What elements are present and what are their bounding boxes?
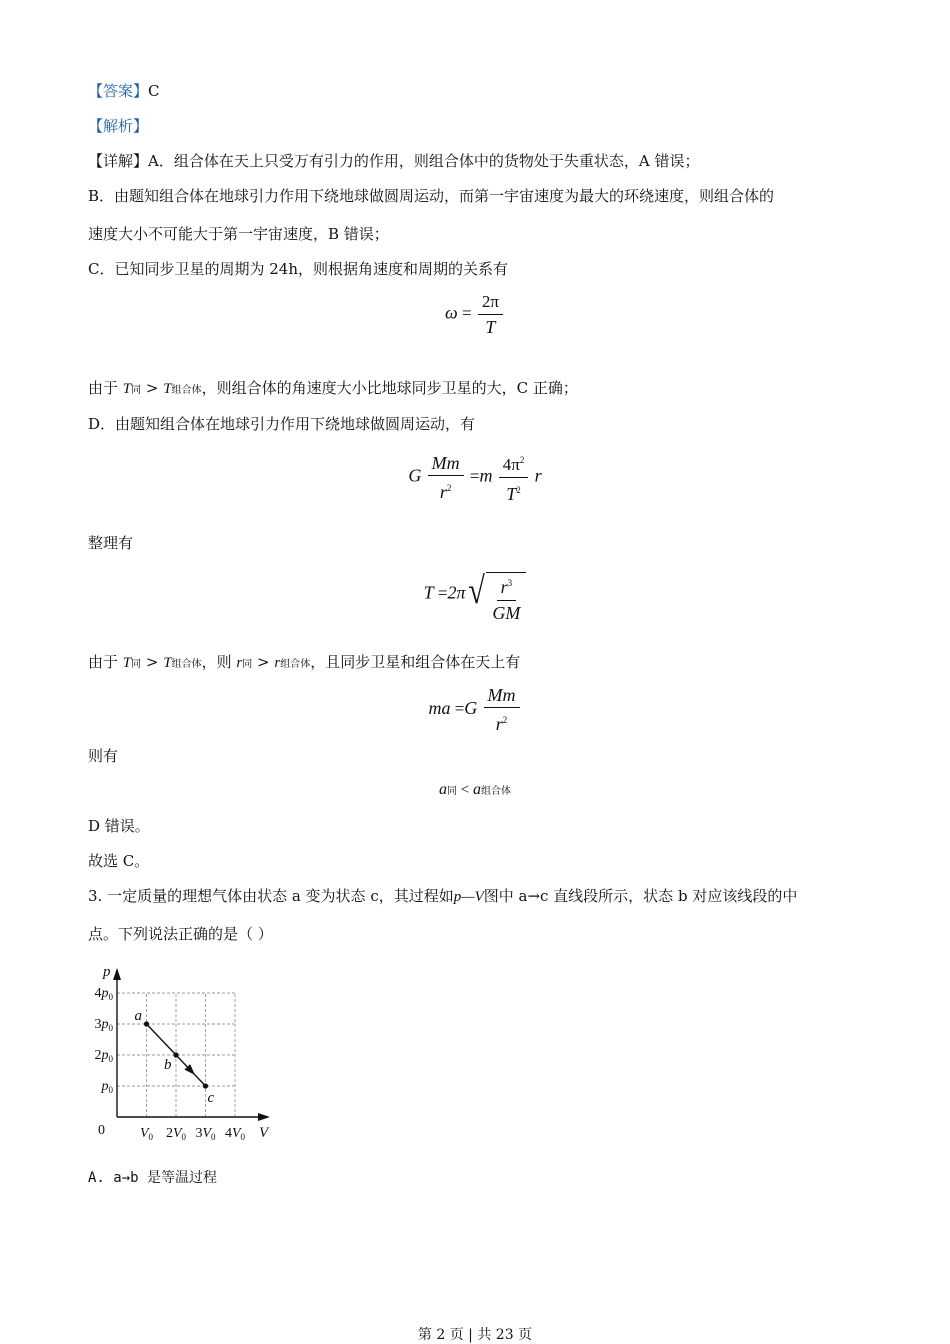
equals-sign: = [454, 698, 465, 718]
radical-icon: √ [467, 570, 485, 612]
ma: ma [428, 697, 451, 718]
answer-value: C [148, 82, 160, 100]
formula-period [0, 566, 950, 623]
formula-compare [0, 781, 950, 799]
page-footer: 第 2 页 | 共 23 页 [417, 1327, 533, 1343]
Mm: Mm [484, 685, 520, 708]
subscript: 组合体 [171, 385, 202, 396]
fraction [484, 685, 520, 735]
detail-c-conclusion [88, 378, 578, 401]
r: r [274, 655, 281, 671]
y-tick-label-3: $4p_0$ [94, 986, 113, 1002]
pv-label: p—V [453, 889, 484, 905]
x-axis-arrow-icon [258, 1113, 270, 1121]
text: ，且同步卫星和组合体在天上有 [310, 653, 521, 671]
state-label-c: c [207, 1090, 215, 1106]
equals-sign: = [462, 303, 472, 323]
x-axis-label: V [259, 1125, 269, 1141]
question3-line2: 点。下列说法正确的是（ ） [88, 925, 273, 943]
detail-d-line: D．由题知组合体在地球引力作用下绕地球做圆周运动，有 [88, 415, 476, 433]
sup: 2 [516, 485, 521, 495]
choose-c: 故选 C。 [88, 852, 150, 870]
text: ，则组合体的角速度大小比地球同步卫星的大，C 正确； [201, 379, 578, 397]
fraction [488, 573, 524, 623]
state-label-a: a [134, 1008, 142, 1024]
origin-label: 0 [98, 1123, 105, 1138]
question3-line1 [88, 886, 797, 907]
x-tick-label-2: $3V_0$ [195, 1126, 216, 1142]
x-tick-label-1: $2V_0$ [165, 1126, 187, 1142]
formula-omega [0, 292, 950, 337]
y-tick-label-2: $3p_0$ [94, 1017, 113, 1033]
m: m [479, 465, 493, 486]
T: T [506, 484, 517, 504]
fraction [499, 450, 529, 505]
a: a [472, 781, 481, 798]
text: 图中 a→c 直线段所示，状态 b 对应该线段的中 [483, 887, 798, 905]
detail-b-line2: 速度大小不可能大于第一宇宙速度，B 错误； [88, 225, 389, 243]
state-label-b: b [164, 1057, 172, 1073]
detail-a-text: A．组合体在天上只受万有引力的作用，则组合体中的货物处于失重状态，A 错误； [148, 152, 700, 170]
Mm: Mm [428, 453, 464, 476]
sup: 3 [507, 578, 513, 588]
formula-acceleration [0, 685, 950, 735]
fraction [478, 292, 503, 337]
then-text: 则有 [88, 747, 119, 765]
gt-sign: > [145, 379, 159, 397]
T-symbol: T [163, 381, 172, 397]
detail-b-line1: B．由题知组合体在地球引力作用下绕地球做圆周运动，而第一宇宙速度为最大的环绕速度，则组合体的 [88, 187, 775, 205]
pv-chart [80, 960, 280, 1150]
two-pi: 2π [447, 582, 466, 603]
arrange-text: 整理有 [88, 534, 134, 552]
r: r [500, 577, 508, 597]
r: r [495, 714, 503, 734]
subscript: 同 [131, 659, 142, 670]
subscript: 同 [131, 385, 142, 396]
y-axis-arrow-icon [113, 968, 121, 980]
T: T [163, 655, 172, 671]
gt-sign: > [257, 653, 270, 671]
state-point-b [173, 1052, 178, 1057]
y-axis-label: p [103, 964, 111, 980]
x-tick-label-3: $4V_0$ [224, 1126, 246, 1142]
y-tick-label-0: $p_0$ [101, 1079, 113, 1095]
two-pi: 2π [481, 292, 499, 311]
detail-label: 【详解】 [88, 152, 149, 170]
sup: 2 [519, 455, 525, 465]
subscript: 同 [242, 659, 253, 670]
detail-d-condition [88, 652, 520, 675]
equals-sign: = [469, 466, 480, 486]
state-point-c [203, 1083, 208, 1088]
a: a [439, 781, 448, 798]
T: T [423, 582, 434, 603]
sup: 2 [502, 715, 508, 725]
subscript: 同 [447, 786, 458, 797]
detail-c-line: C．已知同步卫星的周期为 24h，则根据角速度和周期的关系有 [88, 260, 508, 278]
option-a[interactable]: A. a→b 是等温过程 [88, 1170, 218, 1186]
r: r [439, 481, 447, 502]
sqrt [466, 566, 527, 623]
d-wrong: D 错误。 [88, 817, 150, 835]
sup: 2 [446, 482, 452, 493]
G-symbol: G [408, 465, 422, 486]
formula-gravity [0, 450, 950, 505]
subscript: 组合体 [480, 786, 511, 797]
subscript: 组合体 [171, 659, 202, 670]
r: r [236, 655, 243, 671]
lt-sign: < [460, 782, 470, 798]
y-tick-label-1: $2p_0$ [94, 1048, 113, 1064]
fraction [428, 453, 464, 503]
gt-sign: > [145, 653, 159, 671]
r: r [534, 465, 542, 486]
T-symbol: T [122, 381, 132, 397]
text: ，则 [201, 653, 232, 671]
omega-symbol: ω [445, 302, 458, 323]
period-symbol: T [485, 317, 496, 337]
GM: GM [492, 603, 521, 623]
four-pi: 4π [502, 455, 520, 474]
answer-line [88, 81, 160, 101]
text: 由于 [88, 653, 119, 671]
T: T [122, 655, 132, 671]
text: 由于 [88, 379, 119, 397]
analysis-label: 【解析】 [88, 117, 149, 135]
equals-sign: = [437, 583, 448, 603]
text: 3. 一定质量的理想气体由状态 a 变为状态 c，其过程如 [88, 887, 454, 905]
G: G [464, 697, 478, 718]
subscript: 组合体 [280, 659, 311, 670]
x-tick-label-0: $V_0$ [139, 1126, 154, 1142]
answer-label: 【答案】 [88, 82, 149, 100]
state-point-a [144, 1021, 149, 1026]
detail-a-line [88, 151, 699, 171]
